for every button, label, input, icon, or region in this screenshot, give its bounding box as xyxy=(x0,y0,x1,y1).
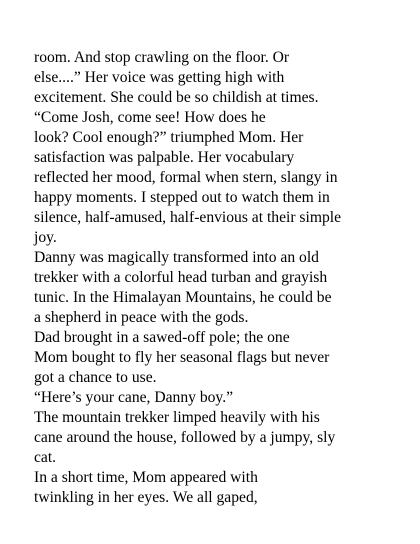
text-line: “Come Josh, come see! How does he xyxy=(34,109,266,126)
text-line: happy moments. I stepped out to watch them in xyxy=(34,189,330,206)
text-line: look? Cool enough?” triumphed Mom. Her xyxy=(34,129,304,146)
text-line: silence, half-amused, half-envious at their simple xyxy=(34,209,342,226)
text-line: excitement. She could be so childish at times. xyxy=(34,89,319,106)
text-line: trekker with a colorful head turban and grayish xyxy=(34,269,328,286)
text-line: twinkling in her eyes. We all gaped, xyxy=(34,489,258,506)
text-line: a shepherd in peace with the gods. xyxy=(34,309,249,326)
text-line: cat. xyxy=(34,449,57,466)
text-line: else....” Her voice was getting high with xyxy=(34,69,285,86)
text-line: Mom bought to fly her seasonal flags but never xyxy=(34,349,330,366)
text-line: Dad brought in a sawed-off pole; the one xyxy=(34,329,290,346)
text-line: got a chance to use. xyxy=(34,369,157,386)
text-line: cane around the house, followed by a jumpy, sly xyxy=(34,429,336,446)
text-line: “Here’s your cane, Danny boy.” xyxy=(34,389,234,406)
text-line: joy. xyxy=(34,229,57,246)
text-line: tunic. In the Himalayan Mountains, he could be xyxy=(34,289,332,306)
text-line: In a short time, Mom appeared with xyxy=(34,469,258,486)
text-line: satisfaction was palpable. Her vocabulary xyxy=(34,149,295,166)
text-line: Danny was magically transformed into an old xyxy=(34,249,319,266)
text-line: room. And stop crawling on the floor. Or xyxy=(34,49,290,66)
text-line: The mountain trekker limped heavily with his xyxy=(34,409,320,426)
text-line: reflected her mood, formal when stern, slangy in xyxy=(34,169,338,186)
